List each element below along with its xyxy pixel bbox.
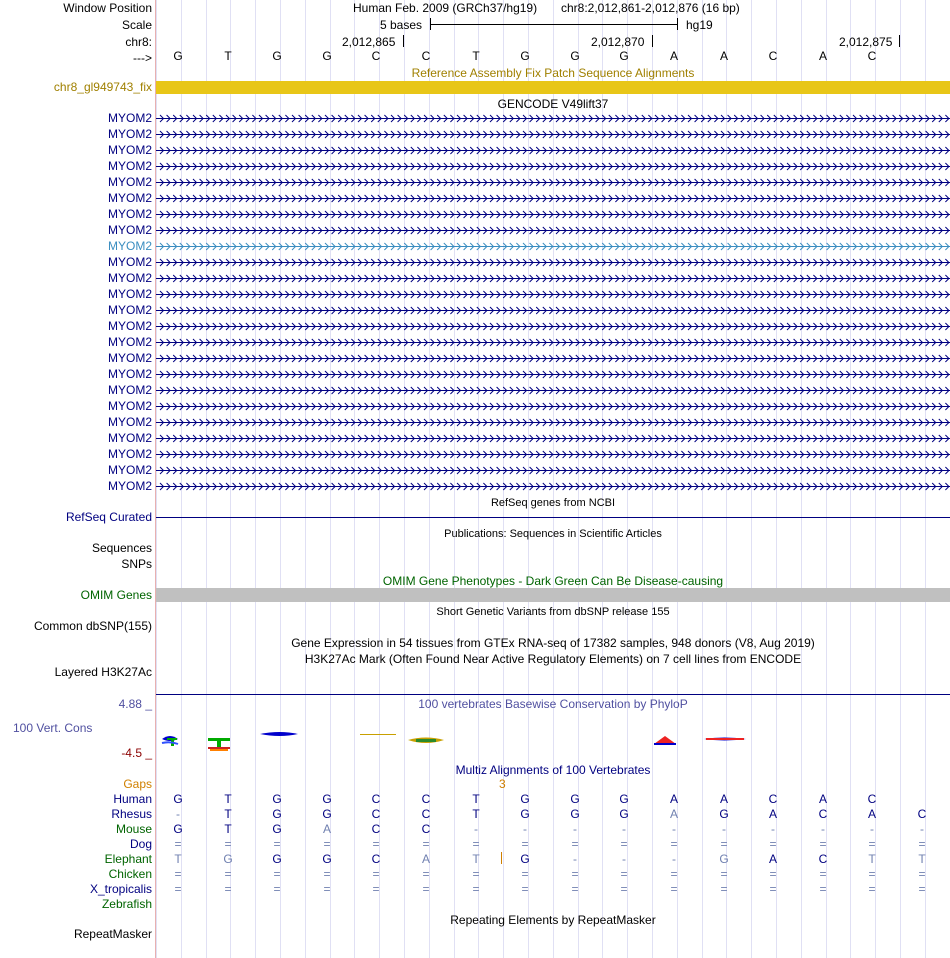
elephant-insertion-marker (501, 852, 502, 864)
track-label-column (0, 0, 154, 958)
snps-label[interactable]: SNPs (121, 557, 152, 571)
alignment-base: = (868, 837, 876, 851)
alignment-base: = (224, 882, 232, 896)
alignment-base: C (371, 792, 381, 806)
scale-text: 5 bases (380, 18, 423, 32)
gencode-transcript-row[interactable] (156, 402, 950, 411)
alignment-base: C (818, 852, 828, 866)
gencode-transcript-label[interactable]: MYOM2 (107, 287, 152, 301)
h3k27ac-label[interactable]: Layered H3K27Ac (54, 665, 152, 679)
gencode-transcript-row[interactable] (156, 274, 950, 283)
alignment-base: = (720, 837, 728, 851)
alignment-base: = (670, 867, 678, 881)
publications-title: Publications: Sequences in Scientific Articles (444, 528, 662, 540)
alignment-base: = (521, 837, 529, 851)
alignment-base: = (819, 867, 827, 881)
logo-glyph-g1 (162, 736, 178, 746)
gencode-transcript-label[interactable]: MYOM2 (107, 207, 152, 221)
alignment-base: = (372, 837, 380, 851)
alignment-base: - (573, 822, 577, 836)
omim-title: OMIM Gene Phenotypes - Dark Green Can Be Disease-causing (382, 574, 724, 588)
phylop-logo-plot[interactable] (156, 722, 950, 762)
gaps-label: Gaps (123, 777, 152, 791)
ruler-base: C (421, 49, 431, 63)
alignment-base: T (472, 807, 480, 821)
alignment-base: = (521, 882, 529, 896)
alignment-base: G (619, 792, 629, 806)
fix-track-title: Reference Assembly Fix Patch Sequence Alignments (411, 66, 695, 80)
db-text: hg19 (686, 18, 713, 32)
species-label[interactable]: Chicken (108, 867, 152, 881)
assembly-title: Human Feb. 2009 (GRCh37/hg19) (353, 1, 538, 15)
phylop-min-label: -4.5 _ (121, 746, 152, 760)
gencode-transcript-label[interactable]: MYOM2 (107, 367, 152, 381)
species-label[interactable]: Rhesus (111, 807, 152, 821)
alignment-base: = (273, 867, 281, 881)
alignment-base: = (769, 837, 777, 851)
logo-glyph-t2 (208, 738, 230, 751)
ruler-base: T (472, 49, 480, 63)
gencode-transcript-row[interactable] (156, 434, 950, 443)
gencode-transcript-row[interactable] (156, 466, 950, 475)
alignment-base: G (322, 792, 332, 806)
fix-track-bar[interactable] (156, 81, 950, 94)
alignment-base: T (224, 822, 232, 836)
alignment-base: G (619, 807, 629, 821)
alignment-base: C (421, 792, 431, 806)
alignment-base: = (670, 882, 678, 896)
refseq-title: RefSeq genes from NCBI (490, 497, 616, 509)
alignment-base: = (670, 837, 678, 851)
coord-2: 2,012,870 (591, 35, 645, 49)
refseq-label[interactable]: RefSeq Curated (65, 510, 152, 524)
alignment-base: G (719, 852, 729, 866)
alignment-base: - (672, 852, 676, 866)
gencode-transcript-label[interactable]: MYOM2 (107, 223, 152, 237)
strand-label: ---> (133, 51, 152, 65)
ruler-base: A (669, 49, 678, 63)
alignment-base: = (720, 867, 728, 881)
alignment-base: T (918, 852, 926, 866)
alignment-base: - (176, 807, 180, 821)
ruler-base: G (322, 49, 332, 63)
phylop-title: 100 vertebrates Basewise Conservation by PhyloP (418, 697, 688, 711)
alignment-base: G (272, 822, 282, 836)
gencode-transcript-row[interactable] (156, 242, 950, 251)
gencode-transcript-row[interactable] (156, 210, 950, 219)
alignment-base: T (224, 807, 232, 821)
alignment-base: C (917, 807, 927, 821)
h3k27ac-title: H3K27Ac Mark (Often Found Near Active Regulatory Elements) on 7 cell lines from ENCODE (304, 652, 802, 666)
alignment-base: A (421, 852, 430, 866)
alignment-base: = (819, 837, 827, 851)
alignment-base: = (769, 882, 777, 896)
gencode-transcript-label[interactable]: MYOM2 (107, 111, 152, 125)
gtex-title: Gene Expression in 54 tissues from GTEx RNA-seq of 17382 samples, 948 donors (V8, Aug 2019) (291, 636, 815, 650)
alignment-base: = (372, 867, 380, 881)
gencode-transcript-row[interactable] (156, 306, 950, 315)
alignment-base: G (520, 807, 530, 821)
gencode-transcript-label[interactable]: MYOM2 (107, 239, 152, 253)
alignment-base: - (920, 822, 924, 836)
multiz-title: Multiz Alignments of 100 Vertebrates (455, 763, 651, 777)
gencode-transcript-row[interactable] (156, 386, 950, 395)
gencode-transcript-label[interactable]: MYOM2 (107, 255, 152, 269)
gencode-transcript-row[interactable] (156, 114, 950, 123)
gencode-transcript-label[interactable]: MYOM2 (107, 399, 152, 413)
gencode-transcript-row[interactable] (156, 450, 950, 459)
gencode-transcript-label[interactable]: MYOM2 (107, 447, 152, 461)
alignment-base: T (472, 852, 480, 866)
h3k27ac-baseline (156, 694, 950, 695)
phylop-label[interactable]: 100 Vert. Cons (13, 721, 93, 735)
dbsnp-title: Short Genetic Variants from dbSNP release 155 (436, 606, 670, 618)
omim-bar[interactable] (156, 588, 950, 602)
scale-bar-right-tick (677, 18, 678, 30)
alignment-base: C (371, 822, 381, 836)
alignment-base: = (472, 882, 480, 896)
track-area (156, 0, 950, 958)
alignment-base: A (818, 792, 827, 806)
gencode-title: GENCODE V49lift37 (497, 97, 609, 111)
gencode-transcript-label[interactable]: MYOM2 (107, 319, 152, 333)
ruler-base: C (768, 49, 778, 63)
gencode-transcript-label[interactable]: MYOM2 (107, 191, 152, 205)
logo-glyph-c3 (260, 732, 298, 736)
alignment-base: G (272, 807, 282, 821)
alignment-base: - (523, 822, 527, 836)
refseq-line[interactable] (156, 517, 950, 518)
alignment-base: A (322, 822, 331, 836)
alignment-base: G (520, 792, 530, 806)
alignment-base: = (174, 867, 182, 881)
coord-1-tick (403, 35, 404, 47)
alignment-base: = (323, 867, 331, 881)
alignment-base: = (174, 882, 182, 896)
coord-1: 2,012,865 (342, 35, 396, 49)
alignment-base: T (868, 852, 876, 866)
alignment-base: = (620, 867, 628, 881)
logo-glyph-a11 (654, 736, 676, 745)
ruler-base: A (818, 49, 827, 63)
gencode-transcript-row[interactable] (156, 146, 950, 155)
alignment-base: = (323, 837, 331, 851)
alignment-base: G (173, 822, 183, 836)
alignment-base: A (768, 807, 777, 821)
alignment-base: G (520, 852, 530, 866)
alignment-base: = (769, 867, 777, 881)
alignment-base: G (272, 792, 282, 806)
alignment-base: = (819, 882, 827, 896)
alignment-base: C (867, 792, 877, 806)
alignment-base: T (224, 792, 232, 806)
alignment-base: = (472, 837, 480, 851)
gencode-transcript-row[interactable] (156, 162, 950, 171)
alignment-base: C (421, 807, 431, 821)
alignment-base: T (174, 852, 182, 866)
fix-track-label[interactable]: chr8_gl949743_fix (53, 80, 152, 94)
gencode-transcript-label[interactable]: MYOM2 (107, 159, 152, 173)
alignment-base: C (371, 852, 381, 866)
alignment-base: = (620, 837, 628, 851)
species-label[interactable]: X_tropicalis (89, 882, 152, 896)
alignment-base: A (867, 807, 876, 821)
ruler-base: A (719, 49, 728, 63)
window-position-label: Window Position (63, 1, 152, 15)
sequences-label[interactable]: Sequences (91, 541, 152, 555)
ruler-base: G (173, 49, 183, 63)
omim-label[interactable]: OMIM Genes (80, 588, 152, 602)
alignment-base: G (272, 852, 282, 866)
alignment-base: = (174, 837, 182, 851)
alignment-base: = (918, 837, 926, 851)
alignment-base: A (669, 792, 678, 806)
species-label[interactable]: Elephant (104, 852, 152, 866)
alignment-base: A (768, 852, 777, 866)
alignment-base: = (571, 837, 579, 851)
alignment-base: - (474, 822, 478, 836)
logo-glyph-c12 (704, 738, 746, 741)
alignment-base: = (720, 882, 728, 896)
ruler-base: G (272, 49, 282, 63)
ruler-base: G (570, 49, 580, 63)
gencode-transcript-label[interactable]: MYOM2 (107, 127, 152, 141)
species-label[interactable]: Mouse (115, 822, 152, 836)
alignment-base: - (771, 822, 775, 836)
alignment-base: - (870, 822, 874, 836)
alignment-base: = (422, 867, 430, 881)
alignment-base: - (622, 852, 626, 866)
species-label[interactable]: Human (113, 792, 152, 806)
gencode-transcript-row[interactable] (156, 290, 950, 299)
alignment-base: G (570, 792, 580, 806)
gaps-count: 3 (499, 777, 506, 791)
alignment-base: = (571, 882, 579, 896)
alignment-base: G (322, 807, 332, 821)
gencode-transcript-label[interactable]: MYOM2 (107, 431, 152, 445)
alignment-base: G (322, 852, 332, 866)
scale-bar (430, 24, 678, 25)
alignment-base: - (573, 852, 577, 866)
gencode-transcript-label[interactable]: MYOM2 (107, 335, 152, 349)
gencode-transcript-label[interactable]: MYOM2 (107, 463, 152, 477)
gencode-transcript-row[interactable] (156, 226, 950, 235)
alignment-base: G (173, 792, 183, 806)
alignment-base: G (570, 807, 580, 821)
gencode-transcript-row[interactable] (156, 338, 950, 347)
window-position-text: chr8:2,012,861-2,012,876 (16 bp) (561, 1, 740, 15)
coord-3: 2,012,875 (839, 35, 893, 49)
dbsnp-label[interactable]: Common dbSNP(155) (33, 619, 152, 633)
species-label[interactable]: Dog (129, 837, 152, 851)
logo-glyph-g5 (360, 734, 396, 735)
phylop-max-label: 4.88 _ (118, 697, 152, 711)
gencode-transcript-label[interactable]: MYOM2 (107, 175, 152, 189)
gencode-transcript-label[interactable]: MYOM2 (107, 351, 152, 365)
ruler-base: T (224, 49, 232, 63)
logo-glyph-g8 (408, 738, 444, 744)
gencode-transcript-row[interactable] (156, 322, 950, 331)
alignment-base: = (918, 867, 926, 881)
gencode-transcript-label[interactable]: MYOM2 (107, 383, 152, 397)
alignment-base: = (273, 882, 281, 896)
gencode-transcript-row[interactable] (156, 258, 950, 267)
coord-2-tick (652, 35, 653, 47)
gencode-transcript-row[interactable] (156, 482, 950, 491)
gencode-transcript-row[interactable] (156, 130, 950, 139)
alignment-base: A (719, 792, 728, 806)
alignment-base: C (818, 807, 828, 821)
alignment-base: = (323, 882, 331, 896)
alignment-base: A (669, 807, 678, 821)
alignment-base: = (868, 867, 876, 881)
gencode-transcript-row[interactable] (156, 354, 950, 363)
ruler-base: G (619, 49, 629, 63)
coord-3-tick (899, 35, 900, 47)
alignment-base: - (622, 822, 626, 836)
alignment-base: C (371, 807, 381, 821)
gencode-transcript-label[interactable]: MYOM2 (107, 479, 152, 493)
gencode-transcript-row[interactable] (156, 418, 950, 427)
alignment-base: = (918, 882, 926, 896)
ruler-base: C (867, 49, 877, 63)
ruler-base: C (371, 49, 381, 63)
alignment-base: G (223, 852, 233, 866)
alignment-base: = (620, 882, 628, 896)
alignment-base: = (571, 867, 579, 881)
alignment-base: C (421, 822, 431, 836)
alignment-base: = (422, 837, 430, 851)
repeatmasker-title: Repeating Elements by RepeatMasker (450, 913, 656, 927)
alignment-base: T (472, 792, 480, 806)
gencode-transcript-label[interactable]: MYOM2 (107, 143, 152, 157)
gencode-transcript-row[interactable] (156, 178, 950, 187)
alignment-base: - (672, 822, 676, 836)
alignment-base: G (719, 807, 729, 821)
alignment-base: = (472, 867, 480, 881)
repeatmasker-label[interactable]: RepeatMasker (73, 927, 152, 941)
alignment-base: = (224, 867, 232, 881)
chr-label: chr8: (125, 35, 152, 49)
alignment-base: = (372, 882, 380, 896)
gencode-transcript-label[interactable]: MYOM2 (107, 271, 152, 285)
alignment-base: = (868, 882, 876, 896)
gencode-transcript-label[interactable]: MYOM2 (107, 415, 152, 429)
gencode-transcript-row[interactable] (156, 370, 950, 379)
alignment-base: = (224, 837, 232, 851)
alignment-base: C (768, 792, 778, 806)
alignment-base: - (722, 822, 726, 836)
species-label[interactable]: Zebrafish (101, 897, 152, 911)
gencode-transcript-label[interactable]: MYOM2 (107, 303, 152, 317)
scale-label: Scale (121, 18, 152, 32)
scale-bar-left-tick (430, 18, 431, 30)
alignment-base: - (821, 822, 825, 836)
alignment-base: = (273, 837, 281, 851)
alignment-base: = (422, 882, 430, 896)
alignment-base: = (521, 867, 529, 881)
ruler-base: G (520, 49, 530, 63)
gencode-transcript-row[interactable] (156, 194, 950, 203)
